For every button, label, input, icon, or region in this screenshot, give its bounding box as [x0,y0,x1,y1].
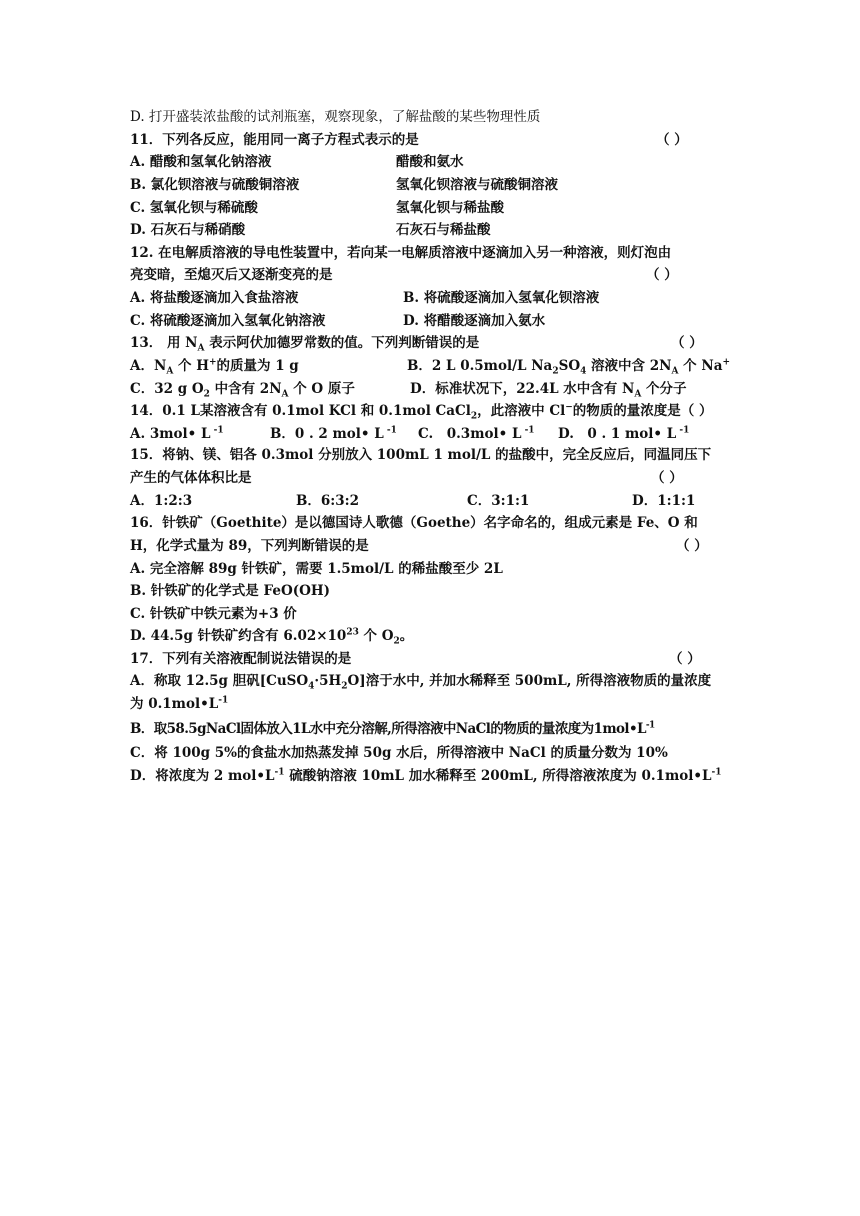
question-15-stem-2: 产生的气体体积比是 [130,470,252,486]
question-14-stem: 14．0.1 L某溶液含有 0.1mol KCl 和 0.1mol CaCl$_2$，此溶液中 Cl−的物质的量浓度是（ ） [130,402,713,422]
q11-option-b: B. 氯化钡溶液与硫酸铜溶液 [130,177,300,193]
q14-stem-text: 14．0.1 L某溶液含有 0.1mol KCl 和 0.1mol CaCl [130,403,471,419]
q14-options: A. 3mol• L $^{-1}$ B．0 . 2 mol• L $^{-1}$ C. 0.3mol• L $^{-1}$ D. 0 . 1 mol• L $^{-1}$ [130,425,690,442]
q11-option-a: A. 醋酸和氢氧化钠溶液 [130,154,272,170]
q13-options-ab: A．$N_A$ 个 H+的质量为 1 g B．2 L 0.5mol/L $Na_2SO_4$ 溶液中含 $2N_A$ 个 Na+ [130,357,731,377]
q16-option-c: C. 针铁矿中铁元素为+3 价 [130,606,297,622]
q11-option-b2: 氢氧化钡溶液与硫酸铜溶液 [396,177,558,193]
answer-paren: （ ） [669,651,701,667]
question-10-option-d: D. 打开盛装浓盐酸的试剂瓶塞，观察现象，了解盐酸的某些物理性质 [130,109,541,125]
answer-paren: （ ） [656,132,688,148]
question-12-stem-2: 亮变暗，至熄灭后又逐渐变亮的是 [130,267,333,283]
q17-option-a-2-text: 为 0.1mol•L [130,696,219,712]
q15-option-c: C．3:1:1 [467,493,530,509]
q11-option-c2: 氢氧化钡与稀盐酸 [396,200,504,216]
q13-stem-part2: 表示阿伏加德罗常数的值。下列判断错误的是 [209,335,480,351]
q12-option-b: B. 将硫酸逐滴加入氢氧化钡溶液 [403,290,600,306]
q12-option-a: A. 将盐酸逐滴加入食盐溶液 [130,290,299,306]
question-16-stem-2: H，化学式量为 89，下列判断错误的是 [130,538,369,554]
q17-option-b: B．取58.5gNaCl固体放入1L水中充分溶解,所得溶液中NaCl的物质的量浓度为$1mol•L^{-1}$ [130,720,655,737]
q15-option-a: A．1:2:3 [130,493,193,509]
q16-option-b: B. 针铁矿的化学式是 FeO(OH) [130,583,330,599]
q16-option-a: A. 完全溶解 89g 针铁矿，需要 1.5mol/L 的稀盐酸至少 2L [130,561,503,577]
answer-paren: （ ） [651,470,683,486]
q11-option-c: C. 氢氧化钡与稀硫酸 [130,200,258,216]
q15-option-b: B．6:3:2 [296,493,360,509]
answer-paren: （ ） [676,538,708,554]
question-11-stem: 11．下列各反应，能用同一离子方程式表示的是 [130,132,419,148]
q11-option-d2: 石灰石与稀盐酸 [396,222,491,238]
q11-option-d: D. 石灰石与稀硝酸 [130,222,246,238]
answer-paren: （ ） [671,335,703,351]
q17-option-d: D．将浓度为 2 $mol•L^{-1}$ 硫酸钠溶液 10mL 加水稀释至 200mL, 所得溶液浓度为 $0.1mol•L^{-1}$ [130,767,722,784]
q11-option-a2: 醋酸和氨水 [396,154,464,170]
q17-option-a: A．称取 12.5g 胆矾$[CuSO_4\cdot 5H_2O]$溶于水中, 并加水稀释至 500mL, 所得溶液物质的量浓度 [130,673,712,692]
q15-option-d: D．1:1:1 [632,493,696,509]
question-13-stem: 13． 用 $N_A$ 表示阿伏加德罗常数的值。下列判断错误的是 [130,335,480,354]
q13-options-cd: C．32 g $O_2$ 中含有 $2N_A$ 个 O 原子 D．标准状况下，22.4L 水中含有 $N_A$ 个分子 [130,381,687,400]
q16-option-d: D. 44.5g 针铁矿约含有 $6.02\times 10^{23}$ 个 $O_2$。 [130,627,414,647]
q12-option-d: D. 将醋酸逐滴加入氨水 [403,313,546,329]
question-15-stem: 15．将钠、镁、铝各 0.3mol 分别放入 100mL 1 mol/L 的盐酸中，完全反应后，同温同压下 [130,447,712,463]
q17-option-a-2: 为 $0.1mol•L^{-1}$ [130,695,229,712]
q12-option-c: C. 将硫酸逐滴加入氢氧化钠溶液 [130,313,326,329]
question-12-stem: 12. 在电解质溶液的导电性装置中，若向某一电解质溶液中逐滴加入另一种溶液，则灯泡由 [130,245,672,261]
q17-option-c: C．将 100g 5%的食盐水加热蒸发掉 50g 水后，所得溶液中 NaCl 的质量分数为 10% [130,745,668,761]
question-16-stem: 16．针铁矿（Goethite）是以德国诗人歌德（Goethe）名字命名的，组成元素是 Fe、O 和 [130,515,698,531]
answer-paren: （ ） [646,267,678,283]
q13-stem-part1: 13． 用 N [130,335,198,351]
question-17-stem: 17．下列有关溶液配制说法错误的是 [130,651,352,667]
